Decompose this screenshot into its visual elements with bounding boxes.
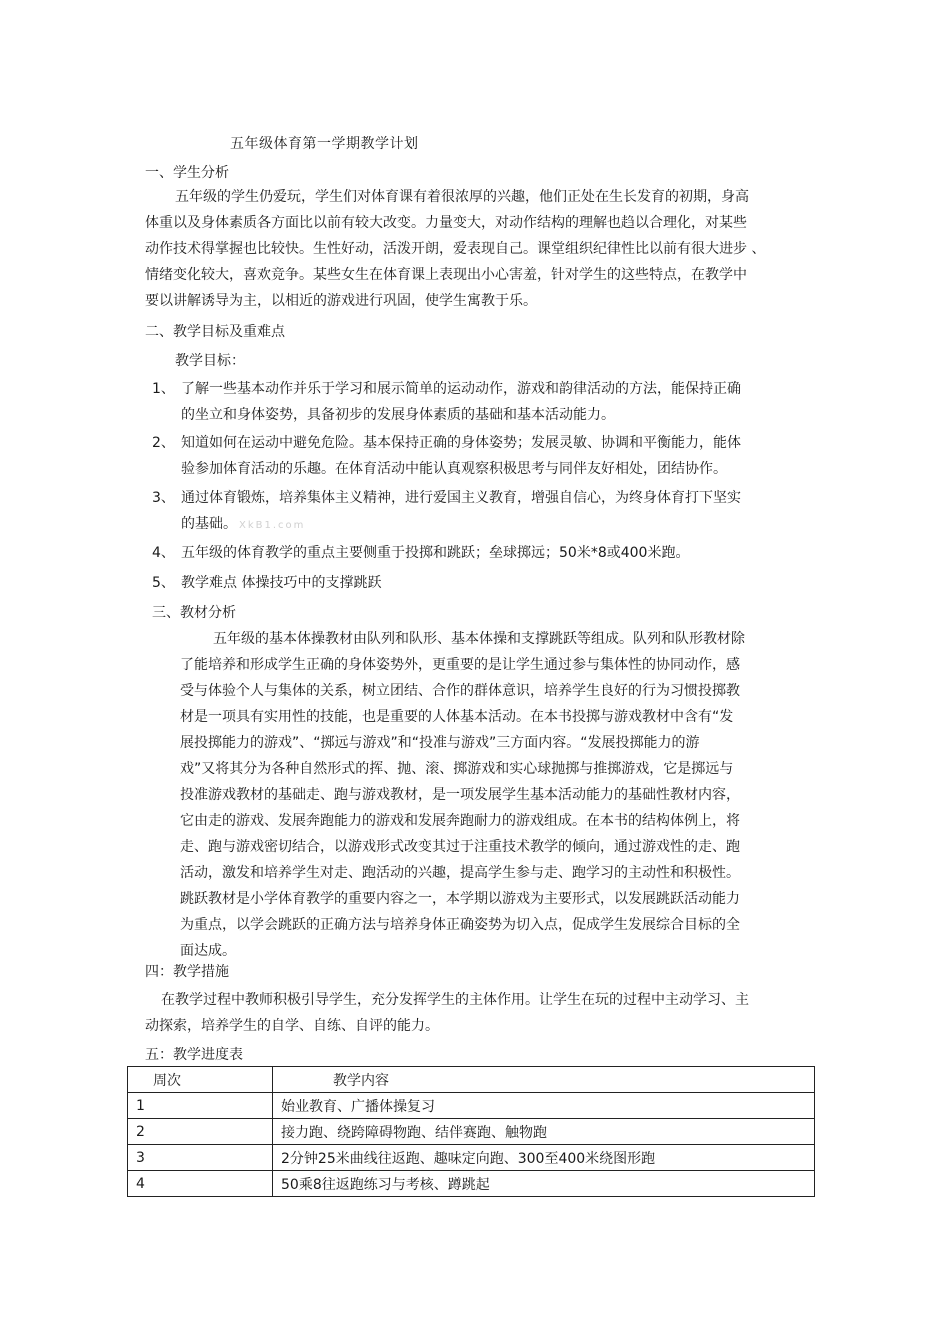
paragraph-line: 体重以及身体素质各方面比以前有较大改变。力量变大，对动作结构的理解也趋以合理化，对某些 xyxy=(145,215,747,231)
paragraph-line: 它由走的游戏、发展奔跑能力的游戏和发展奔跑耐力的游戏组成。在本书的结构体例上，将 xyxy=(180,813,740,829)
goal-line: 了解一些基本动作并乐于学习和展示简单的运动动作，游戏和韵律活动的方法，能保持正确 xyxy=(181,381,741,397)
paragraph-line: 要以讲解诱导为主，以相近的游戏进行巩固，使学生寓教于乐。 xyxy=(145,293,537,309)
paragraph-line: 情绪变化较大，喜欢竞争。某些女生在体育课上表现出小心害羞，针对学生的这些特点，在教学中 xyxy=(145,267,747,283)
paragraph-line: 五年级的学生仍爱玩，学生们对体育课有着很浓厚的兴趣，他们正处在生长发育的初期，身高 xyxy=(175,189,749,205)
week-cell: 3 xyxy=(128,1145,273,1171)
goal-number: 4、 xyxy=(152,545,175,561)
watermark-text: XkB1.com xyxy=(239,520,306,531)
paragraph-line: 活动，激发和培养学生对走、跑活动的兴趣，提高学生参与走、跑学习的主动性和积极性。 xyxy=(180,865,740,881)
week-cell: 1 xyxy=(128,1093,273,1119)
table-row xyxy=(128,1145,815,1171)
paragraph-line: 面达成。 xyxy=(180,943,236,959)
paragraph-line: 动探索，培养学生的自学、自练、自评的能力。 xyxy=(145,1018,439,1034)
section-heading-materials: 三、教材分析 xyxy=(152,605,236,621)
goal-line: 五年级的体育教学的重点主要侧重于投掷和跳跃；垒球掷远；50米*8或400米跑。 xyxy=(181,545,690,561)
section-heading-schedule: 五：教学进度表 xyxy=(145,1047,243,1063)
content-cell: 50乘8往返跑练习与考核、蹲跳起 xyxy=(273,1171,815,1197)
paragraph-line: 动作技术得掌握也比较快。生性好动，活泼开朗，爱表现自己。课堂组织纪律性比以前有很大进步 、 xyxy=(145,241,766,257)
table-header-row xyxy=(128,1067,815,1093)
paragraph-line: 为重点，以学会跳跃的正确方法与培养身体正确姿势为切入点，促成学生发展综合目标的全 xyxy=(180,917,740,933)
week-cell: 4 xyxy=(128,1171,273,1197)
goal-number: 1、 xyxy=(152,381,175,397)
materials-paragraph xyxy=(180,626,745,964)
paragraph-line: 走、跑与游戏密切结合，以游戏形式改变其过于注重技术教学的倾向，通过游戏性的走、跑 xyxy=(180,839,740,855)
goal-line: 的坐立和身体姿势，具备初步的发展身体素质的基础和基本活动能力。 xyxy=(181,407,615,423)
schedule-table xyxy=(127,1066,815,1197)
paragraph-line: 了能培养和形成学生正确的身体姿势外，更重要的是让学生通过参与集体性的协同动作，感 xyxy=(180,657,740,673)
paragraph-line: 戏”又将其分为各种自然形式的挥、抛、滚、掷游戏和实心球抛掷与推掷游戏，它是掷远与 xyxy=(180,761,734,777)
table-row xyxy=(128,1171,815,1197)
paragraph-line: 五年级的基本体操教材由队列和队形、基本体操和支撑跳跃等组成。队列和队形教材除 xyxy=(213,631,745,647)
student-analysis-paragraph xyxy=(145,184,765,314)
goals-subheading: 教学目标： xyxy=(175,353,245,369)
content-cell: 始业教育、广播体操复习 xyxy=(273,1093,815,1119)
goal-line: 验参加体育活动的乐趣。在体育活动中能认真观察积极思考与同伴友好相处，团结协作。 xyxy=(181,461,727,477)
section-heading-student-analysis: 一、学生分析 xyxy=(145,165,229,181)
goal-line: 通过体育锻炼，培养集体主义精神，进行爱国主义教育，增强自信心，为终身体育打下坚实 xyxy=(181,490,741,506)
measures-paragraph xyxy=(145,987,749,1039)
paragraph-line: 展投掷能力的游戏”、“掷远与游戏”和“投准与游戏”三方面内容。“发展投掷能力的游 xyxy=(180,735,700,751)
document-title: 五年级体育第一学期教学计划 xyxy=(230,136,419,152)
column-header-week: 周次 xyxy=(128,1067,273,1093)
week-cell: 2 xyxy=(128,1119,273,1145)
goal-line: 的基础。 xyxy=(181,516,237,532)
section-heading-goals: 二、教学目标及重难点 xyxy=(145,324,285,340)
content-cell: 接力跑、绕跨障碍物跑、结伴赛跑、触物跑 xyxy=(273,1119,815,1145)
goal-number: 3、 xyxy=(152,490,175,506)
column-header-content: 教学内容 xyxy=(273,1067,815,1093)
section-heading-measures: 四：教学措施 xyxy=(145,964,229,980)
goal-line: 知道如何在运动中避免危险。基本保持正确的身体姿势；发展灵敏、协调和平衡能力，能体 xyxy=(181,435,741,451)
goal-number: 2、 xyxy=(152,435,175,451)
paragraph-line: 跳跃教材是小学体育教学的重要内容之一，本学期以游戏为主要形式，以发展跳跃活动能力 xyxy=(180,891,740,907)
table-row xyxy=(128,1093,815,1119)
goal-number: 5、 xyxy=(152,575,175,591)
paragraph-line: 在教学过程中教师积极引导学生，充分发挥学生的主体作用。让学生在玩的过程中主动学习、主 xyxy=(161,992,749,1008)
paragraph-line: 材是一项具有实用性的技能，也是重要的人体基本活动。在本书投掷与游戏教材中含有“发 xyxy=(180,709,734,725)
content-cell: 2分钟25米曲线往返跑、趣味定向跑、300至400米绕图形跑 xyxy=(273,1145,815,1171)
goal-line: 教学难点 体操技巧中的支撑跳跃 xyxy=(181,575,382,591)
paragraph-line: 投准游戏教材的基础走、跑与游戏教材，是一项发展学生基本活动能力的基础性教材内容， xyxy=(180,787,740,803)
table-row xyxy=(128,1119,815,1145)
paragraph-line: 受与体验个人与集体的关系，树立团结、合作的群体意识，培养学生良好的行为习惯投掷教 xyxy=(180,683,740,699)
